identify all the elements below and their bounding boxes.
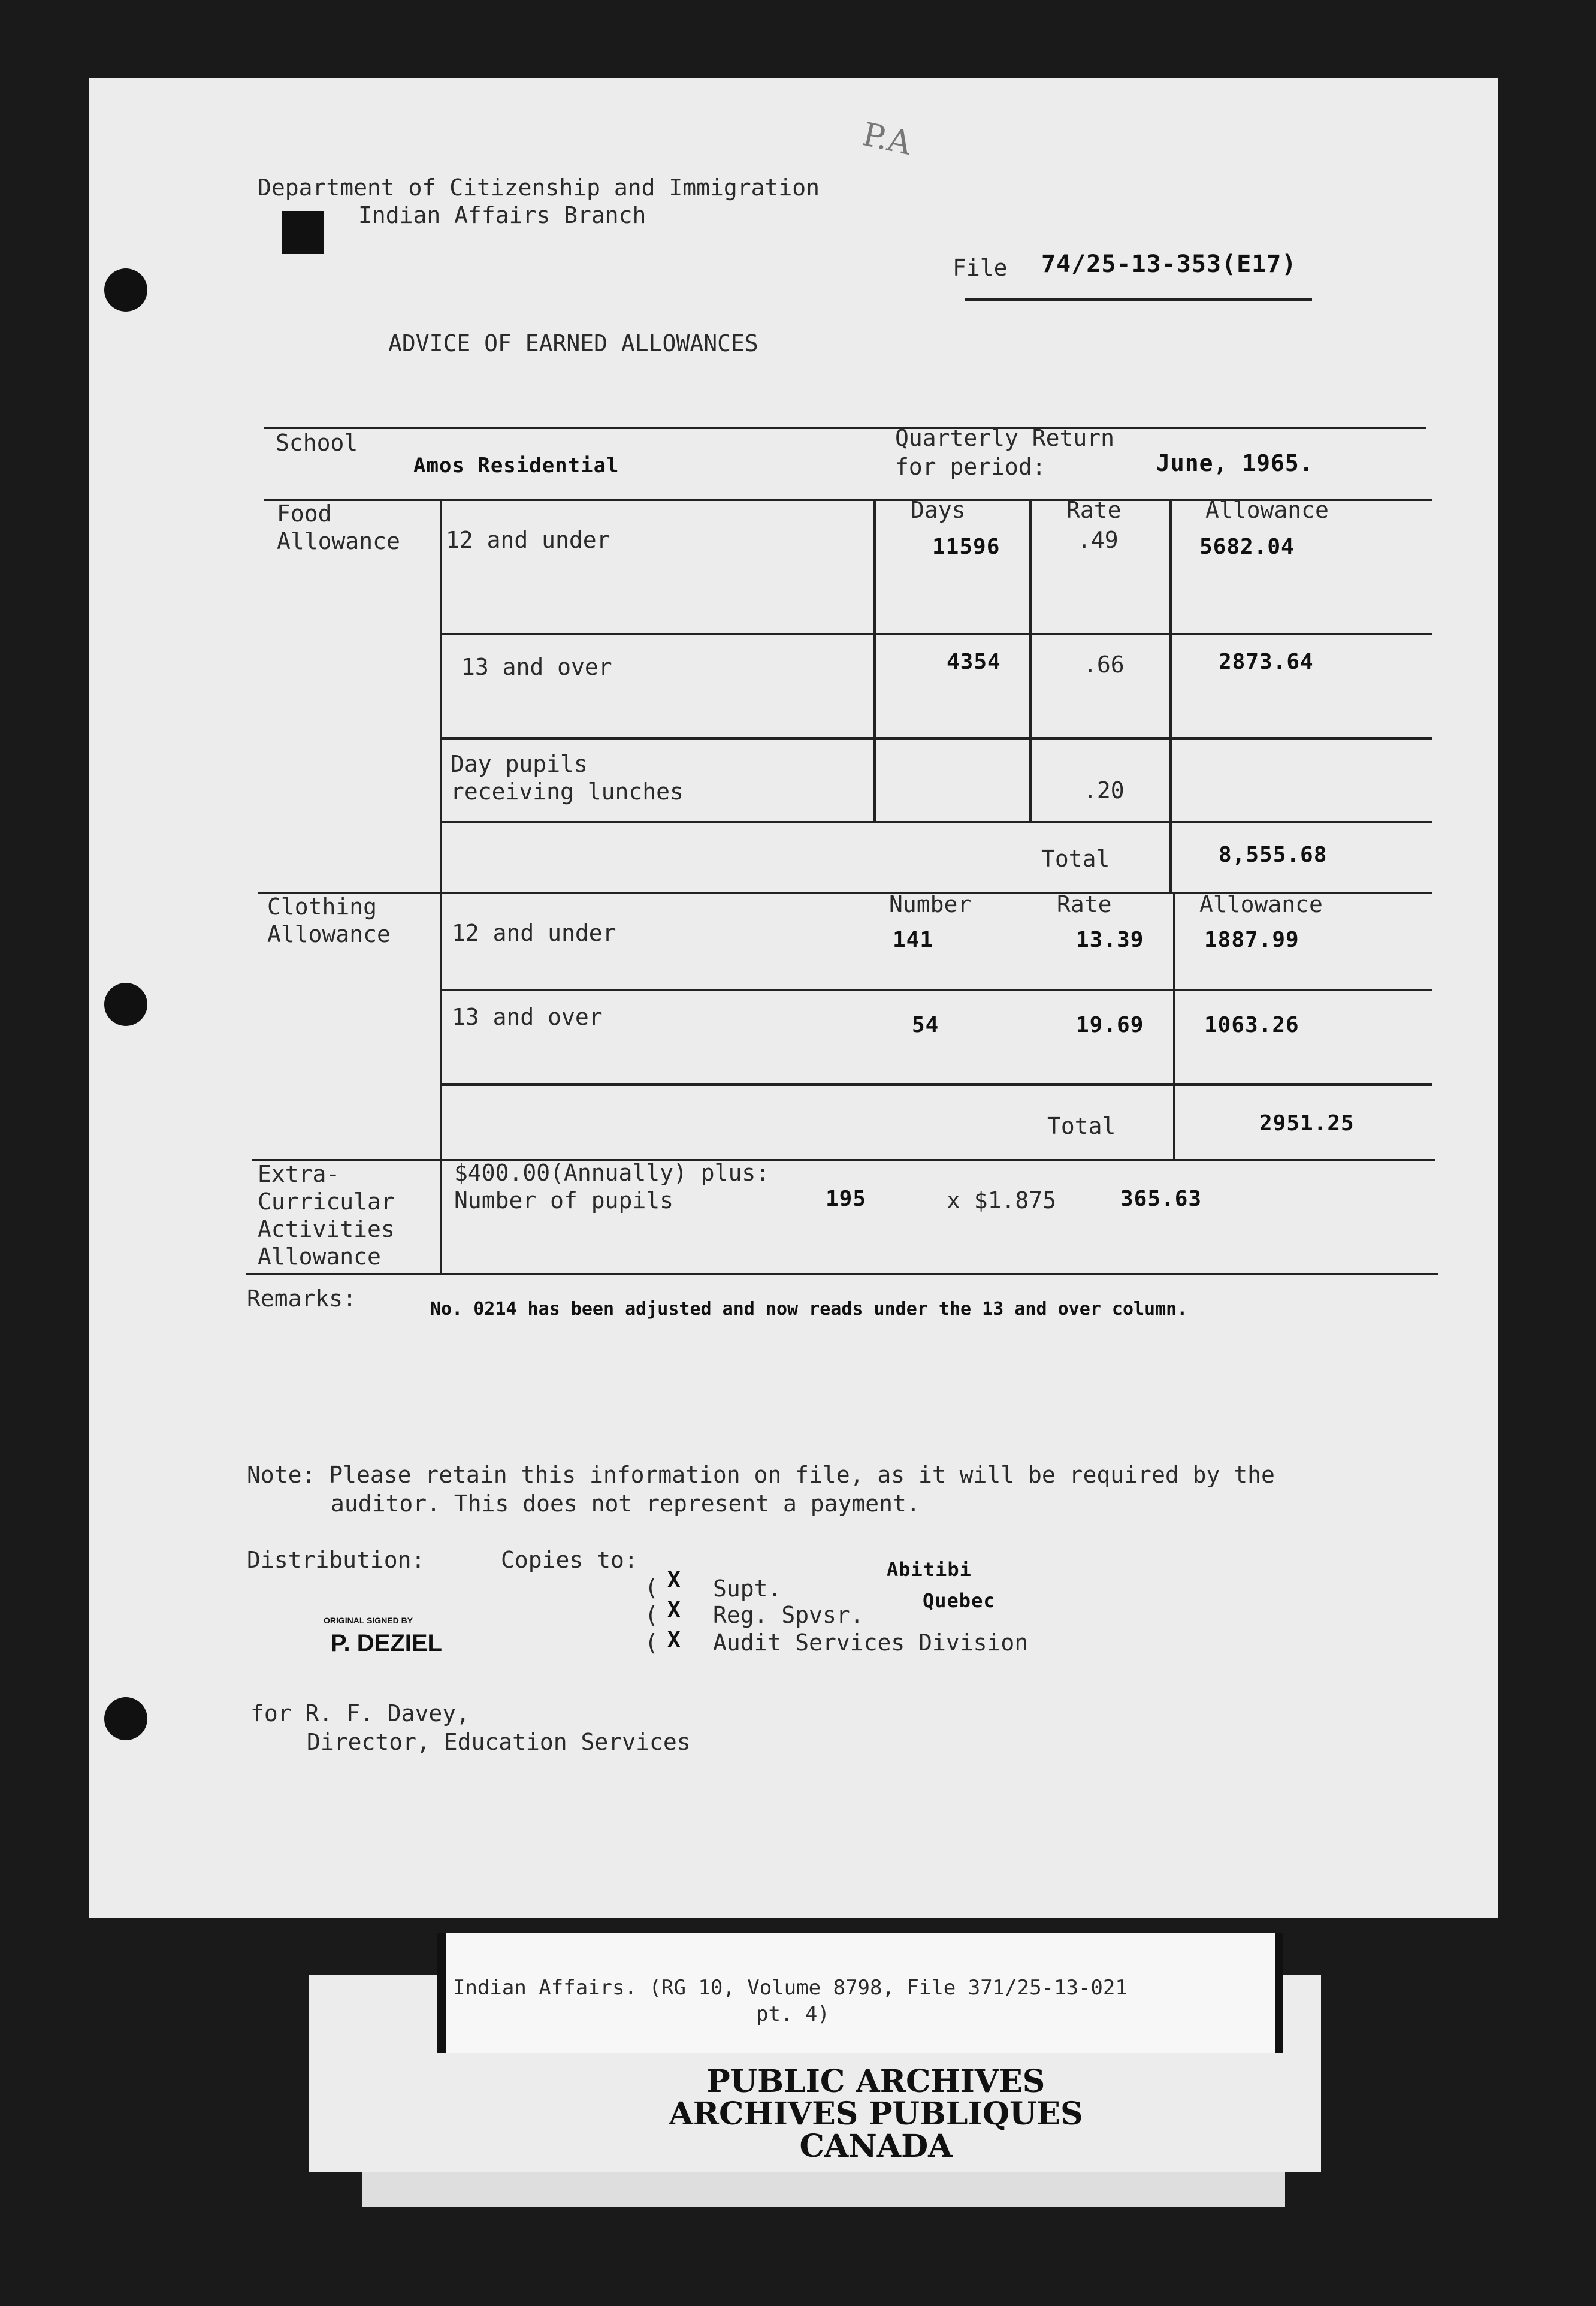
- signature-stamp-caption: ORIGINAL SIGNED BY: [324, 1616, 413, 1625]
- copy-value: Quebec: [923, 1589, 996, 1612]
- copy-value: Abitibi: [887, 1558, 972, 1581]
- copy-label: Supt.: [713, 1575, 782, 1602]
- signature-stamp-name: P. DEZIEL: [331, 1630, 442, 1656]
- clothing-row-label: 12 and under: [452, 920, 616, 946]
- food-row-label: Day pupils: [451, 751, 588, 777]
- table-rule: [264, 427, 1426, 429]
- extra-label-3: Activities: [258, 1216, 395, 1242]
- copy-open-paren: (: [645, 1629, 658, 1656]
- table-divider: [1169, 499, 1172, 892]
- period-value: June, 1965.: [1156, 450, 1314, 476]
- return-label: Quarterly Return: [895, 425, 1115, 451]
- archive-stamp-strip: [362, 2172, 1285, 2207]
- copy-mark: X: [667, 1628, 681, 1652]
- rate-header: Rate: [1066, 497, 1122, 523]
- copy-label: Reg. Spvsr.: [713, 1602, 864, 1628]
- table-divider: [873, 499, 876, 822]
- handwritten-mark: P.A: [859, 115, 915, 162]
- archive-stamp-line-2: ARCHIVES PUBLIQUES: [669, 2096, 1083, 2132]
- pupils-count: 195: [826, 1187, 867, 1211]
- clothing-row-label: 13 and over: [452, 1004, 603, 1030]
- archive-reference: Indian Affairs. (RG 10, Volume 8798, File 371/25-13-021: [453, 1976, 1128, 2000]
- punch-hole: [104, 268, 147, 312]
- clothing-allowance: 1063.26: [1204, 1013, 1299, 1037]
- table-rule: [442, 821, 1432, 823]
- copies-label: Copies to:: [501, 1547, 638, 1573]
- food-days: 11596: [932, 535, 1000, 559]
- pupil-rate: x $1.875: [947, 1187, 1057, 1214]
- food-label: Food: [277, 500, 332, 527]
- copy-mark: X: [667, 1598, 681, 1622]
- note-line-2: auditor. This does not represent a payment.: [331, 1490, 920, 1517]
- copy-mark: X: [667, 1568, 681, 1592]
- table-rule: [442, 633, 1432, 635]
- table-rule: [442, 1083, 1432, 1086]
- school-label: School: [276, 430, 358, 456]
- clothing-rate: 19.69: [1076, 1013, 1144, 1037]
- remarks-text: No. 0214 has been adjusted and now reads under the 13 and over column.: [430, 1299, 1188, 1320]
- clothing-label: Clothing: [267, 894, 377, 920]
- allowance-header: Allowance: [1199, 891, 1323, 917]
- remarks-label: Remarks:: [247, 1285, 357, 1312]
- food-rate: .49: [1077, 527, 1119, 553]
- redaction-mark: [282, 211, 324, 254]
- table-rule: [252, 1159, 1435, 1161]
- archive-stamp-line-3: CANADA: [799, 2128, 953, 2165]
- food-total-label: Total: [1041, 846, 1110, 872]
- table-rule: [442, 989, 1432, 991]
- table-divider: [440, 499, 442, 1274]
- extra-amount: 365.63: [1120, 1187, 1202, 1211]
- food-allowance: 5682.04: [1199, 535, 1295, 559]
- clothing-label-2: Allowance: [267, 921, 391, 947]
- copy-open-paren: (: [645, 1602, 658, 1628]
- clothing-total-label: Total: [1047, 1113, 1116, 1139]
- note-line: Note: Please retain this information on file, as it will be required by the: [247, 1462, 1275, 1488]
- punch-hole: [104, 983, 147, 1026]
- food-label-2: Allowance: [277, 528, 400, 554]
- file-label: File: [953, 255, 1008, 281]
- extra-label-4: Allowance: [258, 1243, 381, 1270]
- extra-label-2: Curricular: [258, 1188, 395, 1215]
- food-allowance: 2873.64: [1219, 650, 1314, 674]
- archive-stamp-line: PUBLIC ARCHIVES: [706, 2063, 1045, 2100]
- food-rate: .20: [1083, 777, 1125, 804]
- signatory-title: Director, Education Services: [307, 1729, 691, 1755]
- school-name: Amos Residential: [413, 454, 619, 478]
- distribution-label: Distribution:: [247, 1547, 425, 1573]
- signatory-line: for R. F. Davey,: [250, 1700, 470, 1727]
- table-divider: [1173, 892, 1175, 1160]
- period-label: for period:: [895, 454, 1046, 480]
- file-number: 74/25-13-353(E17): [1041, 250, 1297, 278]
- table-rule: [442, 737, 1432, 740]
- food-row-label-2: receiving lunches: [451, 778, 684, 805]
- clothing-allowance: 1887.99: [1204, 928, 1299, 952]
- table-rule: [246, 1273, 1438, 1275]
- food-rate: .66: [1083, 651, 1125, 678]
- table-divider: [1029, 499, 1032, 822]
- document-title: ADVICE OF EARNED ALLOWANCES: [388, 330, 758, 357]
- branch-name: Indian Affairs Branch: [358, 202, 646, 228]
- extra-base-amount: $400.00(Annually) plus:: [454, 1160, 770, 1186]
- extra-label: Extra-: [258, 1161, 340, 1187]
- punch-hole: [104, 1697, 147, 1740]
- department-name: Department of Citizenship and Immigration: [258, 174, 820, 201]
- allowance-header: Allowance: [1205, 497, 1329, 523]
- clothing-number: 54: [912, 1013, 939, 1037]
- clothing-total: 2951.25: [1259, 1111, 1355, 1136]
- rate-header: Rate: [1057, 891, 1112, 917]
- copy-open-paren: (: [645, 1574, 658, 1601]
- days-header: Days: [911, 497, 966, 523]
- number-header: Number: [889, 891, 972, 917]
- clothing-rate: 13.39: [1076, 928, 1144, 952]
- food-days: 4354: [947, 650, 1001, 674]
- food-row-label: 12 and under: [446, 527, 610, 553]
- food-total: 8,555.68: [1219, 843, 1328, 867]
- food-row-label: 13 and over: [461, 654, 612, 680]
- file-underline: [965, 298, 1312, 301]
- clothing-number: 141: [893, 928, 934, 952]
- archive-reference-2: pt. 4): [756, 2002, 830, 2026]
- copy-label: Audit Services Division: [713, 1629, 1029, 1656]
- pupils-label: Number of pupils: [454, 1187, 674, 1214]
